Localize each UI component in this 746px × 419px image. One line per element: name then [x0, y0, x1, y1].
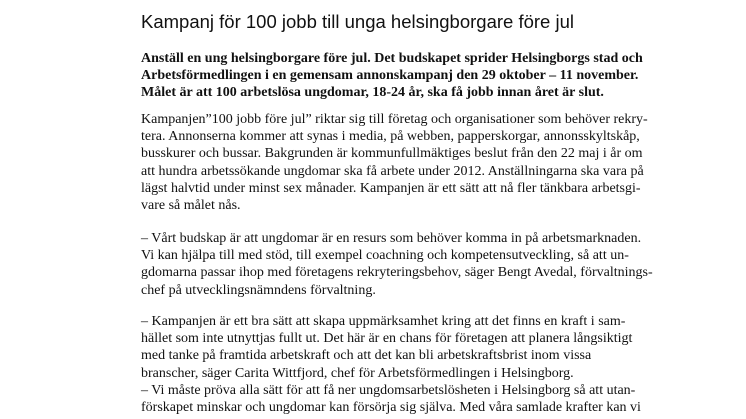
text-line: lägst halvtid under minst sex månader. Kampanjen är ett sätt att nå fler tänkbara arbetsgi-: [141, 180, 641, 196]
body-paragraph-quote-avedal: [141, 230, 653, 299]
body-paragraph-campaign: [141, 111, 648, 214]
text-line: busskurer och bussar. Bakgrunden är kommunfullmäktiges beslut från den 22 maj i år om: [141, 146, 643, 162]
text-line: branscher, säger Carita Wittfjord, chef för Arbetsförmedlingen i Helsingborg.: [141, 365, 574, 381]
text-line: chef på utvecklingsnämndens förvaltning.: [141, 282, 376, 298]
text-line: Vi kan hjälpa till med stöd, till exempel coachning och kompetensutveckling, så att un-: [141, 248, 629, 264]
body-paragraph-quote-partial: [141, 382, 641, 416]
lead-line: Målet är att 100 arbetslösa ungdomar, 18-24 år, ska få jobb innan året är slut.: [141, 85, 604, 100]
body-paragraph-quote-wittfjord: [141, 313, 632, 382]
text-line: Kampanjen”100 jobb före jul” riktar sig till företag och organisationer som behöver rekry-: [141, 112, 648, 127]
text-line: – Vi måste pröva alla sätt för att få ner ungdomsarbetslösheten i Helsingborg så att utan-: [141, 383, 636, 398]
text-line: tera. Annonserna kommer att synas i media, på webben, papperskorgar, annonsskyltskåp,: [141, 129, 640, 145]
lead-paragraph: [141, 50, 643, 101]
text-line: – Kampanjen är ett bra sätt att skapa uppmärksamhet kring att det finns en kraft i sam-: [141, 314, 626, 329]
text-line: förskapet minskar och ungdomar kan försörja sig själva. Med våra samlade krafter kan vi: [141, 400, 641, 416]
document-title: Kampanj för 100 jobb till unga helsingborgare före jul: [141, 11, 574, 32]
text-line: att hundra arbetssökande ungdomar ska få arbete under 2012. Anställningarna ska vara på: [141, 163, 644, 179]
lead-line: Arbetsförmedlingen i en gemensam annonskampanj den 29 oktober – 11 november.: [141, 68, 639, 83]
lead-line: Anställ en ung helsingborgare före jul. Det budskapet sprider Helsingborgs stad och: [141, 51, 643, 66]
text-line: – Vårt budskap är att ungdomar är en resurs som behöver komma in på arbetsmarknaden.: [141, 231, 642, 246]
text-line: hället som inte utnyttjas fullt ut. Det här är en chans för företagen att planera långsiktigt: [141, 331, 633, 347]
text-line: med tanke på framtida arbetskraft och att det kan bli arbetskraftsbrist inom vissa: [141, 348, 592, 364]
text-line: gdomarna passar ihop med företagens rekryteringsbehov, säger Bengt Avedal, förvaltnings-: [141, 265, 653, 281]
text-line: vare så målet nås.: [141, 198, 241, 214]
